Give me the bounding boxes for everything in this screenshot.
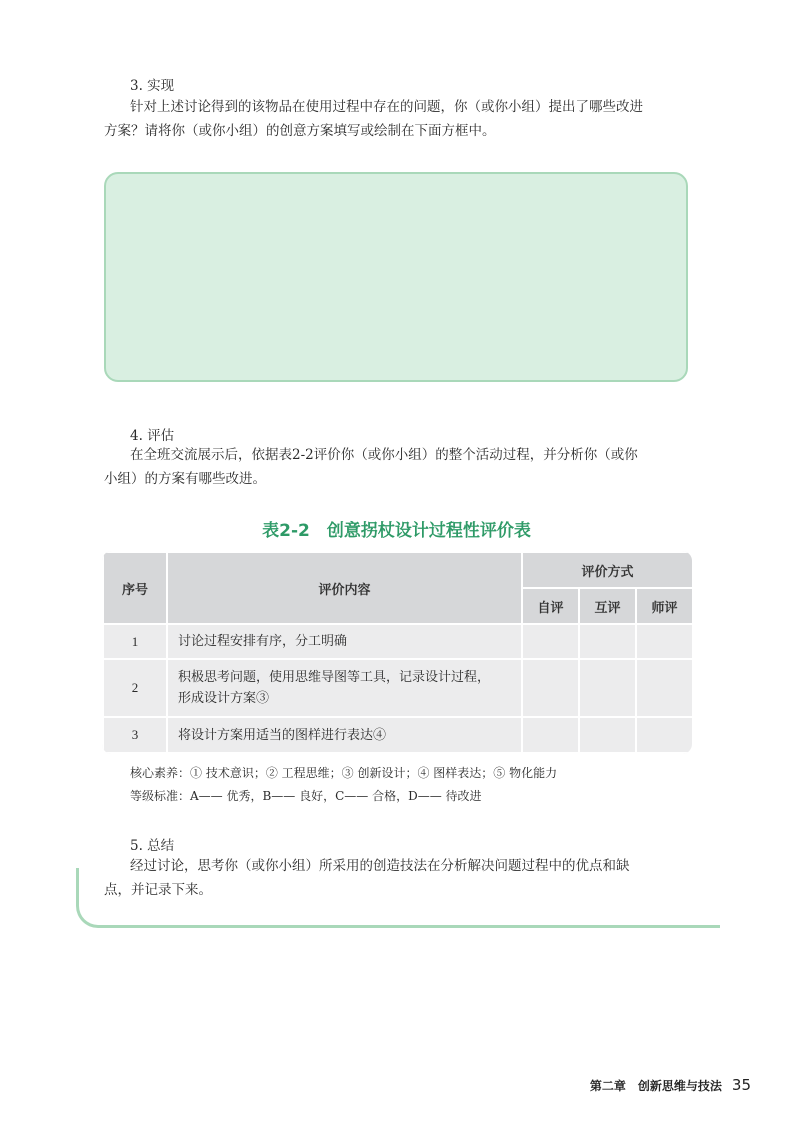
header-seq: 序号 bbox=[103, 552, 167, 624]
table-row bbox=[103, 659, 692, 717]
page-footer bbox=[590, 1076, 751, 1094]
self-eval-cell[interactable] bbox=[522, 717, 579, 753]
section-5-text-line-1: 经过讨论，思考你（或你小组）所采用的创造技法在分析解决问题过程中的优点和缺 bbox=[130, 858, 630, 874]
teacher-eval-cell[interactable] bbox=[636, 624, 692, 659]
row-number: 1 bbox=[103, 624, 167, 659]
section-4-text-line-2: 小组）的方案有哪些改进。 bbox=[104, 471, 266, 487]
row-number: 2 bbox=[103, 659, 167, 717]
header-method: 评价方式 bbox=[522, 552, 692, 588]
section-3-text-line-2: 方案？请将你（或你小组）的创意方案填写或绘制在下面方框中。 bbox=[104, 123, 496, 139]
section-4-heading: 4. 评估 bbox=[130, 428, 175, 444]
self-eval-cell[interactable] bbox=[522, 624, 579, 659]
decorative-bracket bbox=[76, 868, 720, 928]
section-3-heading: 3. 实现 bbox=[130, 78, 175, 94]
row-content-line-1: 积极思考问题，使用思维导图等工具，记录设计过程， bbox=[178, 670, 491, 685]
grade-standard-note: 等级标准：A—— 优秀，B—— 良好，C—— 合格，D—— 待改进 bbox=[130, 789, 482, 803]
row-content bbox=[167, 659, 522, 717]
table-row bbox=[103, 717, 692, 753]
peer-eval-cell[interactable] bbox=[579, 659, 636, 717]
row-content-line-2: 形成设计方案③ bbox=[178, 691, 270, 706]
section-5-text-line-2: 点，并记录下来。 bbox=[104, 882, 212, 898]
section-4-text-line-1: 在全班交流展示后，依据表2-2评价你（或你小组）的整个活动过程，并分析你（或你 bbox=[130, 447, 638, 463]
header-self: 自评 bbox=[522, 588, 579, 624]
chapter-title: 第二章 创新思维与技法 bbox=[589, 1079, 722, 1093]
row-content: 将设计方案用适当的图样进行表达④ bbox=[167, 717, 522, 753]
peer-eval-cell[interactable] bbox=[579, 624, 636, 659]
answer-box[interactable] bbox=[104, 172, 688, 382]
page-number: 35 bbox=[731, 1076, 751, 1094]
table-row bbox=[103, 624, 692, 659]
row-number: 3 bbox=[103, 717, 167, 753]
teacher-eval-cell[interactable] bbox=[636, 717, 692, 753]
section-5-heading: 5. 总结 bbox=[130, 838, 175, 854]
core-literacy-note: 核心素养：① 技术意识；② 工程思维；③ 创新设计；④ 图样表达；⑤ 物化能力 bbox=[130, 766, 558, 780]
header-content: 评价内容 bbox=[167, 552, 522, 624]
self-eval-cell[interactable] bbox=[522, 659, 579, 717]
header-teacher: 师评 bbox=[636, 588, 692, 624]
peer-eval-cell[interactable] bbox=[579, 717, 636, 753]
teacher-eval-cell[interactable] bbox=[636, 659, 692, 717]
row-content: 讨论过程安排有序，分工明确 bbox=[167, 624, 522, 659]
table-title: 表2-2 创意拐杖设计过程性评价表 bbox=[262, 521, 531, 541]
evaluation-table bbox=[102, 551, 692, 754]
header-peer: 互评 bbox=[579, 588, 636, 624]
section-3-text-line-1: 针对上述讨论得到的该物品在使用过程中存在的问题，你（或你小组）提出了哪些改进 bbox=[130, 99, 643, 115]
